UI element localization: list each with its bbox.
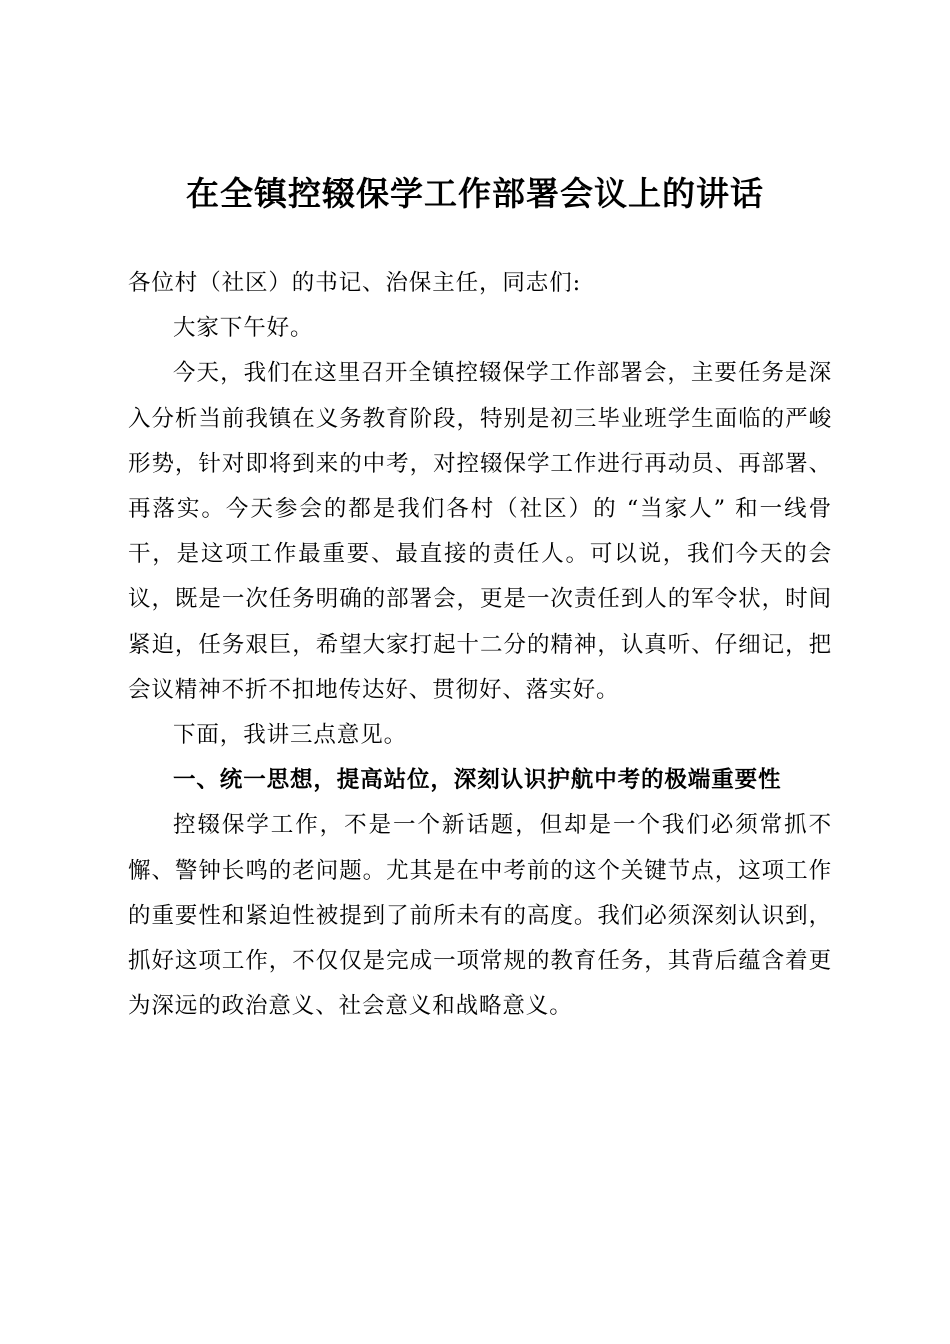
salutation: 各位村（社区）的书记、治保主任，同志们: [128, 270, 582, 296]
paragraph-section-1: 控辍保学工作，不是一个新话题，但却是一个我们必须常抓不懈、警钟长鸣的老问题。尤其是在中考前的这个关键节点，这项工作的重要性和紧迫性被提到了前所未有的高度。我们必须深刻认识到，抓好这项工作，不仅仅是完成一项常规的教育任务，其背后蕴含着更为深远的政治意义、社会意义和战略意义。 [128, 812, 832, 1020]
paragraph-opening: 今天，我们在这里召开全镇控辍保学工作部署会，主要任务是深入分析当前我镇在义务教育阶段，特别是初三毕业班学生面临的严峻形势，针对即将到来的中考，对控辍保学工作进行再动员、再部署、再落实。今天参会的都是我们各村（社区）的 “当家人” 和一线骨干，是这项工作最重要、最直接的责任人。可以说，我们今天的会议，既是一次任务明确的部署会，更是一次责任到人的军令状，时间紧迫，任务艰巨，希望大家打起十二分的精神，认真听、仔细记，把会议精神不折不扣地传达好、贯彻好、落实好。 [128, 360, 832, 703]
document-title: 在全镇控辍保学工作部署会议上的讲话 [186, 174, 764, 213]
paragraph-intro: 下面，我讲三点意见。 [173, 722, 408, 749]
greeting: 大家下午好。 [173, 315, 314, 342]
document-body [128, 261, 832, 1029]
section-heading-1: 一、统一思想，提高站位，深刻认识护航中考的极端重要性 [173, 767, 782, 794]
